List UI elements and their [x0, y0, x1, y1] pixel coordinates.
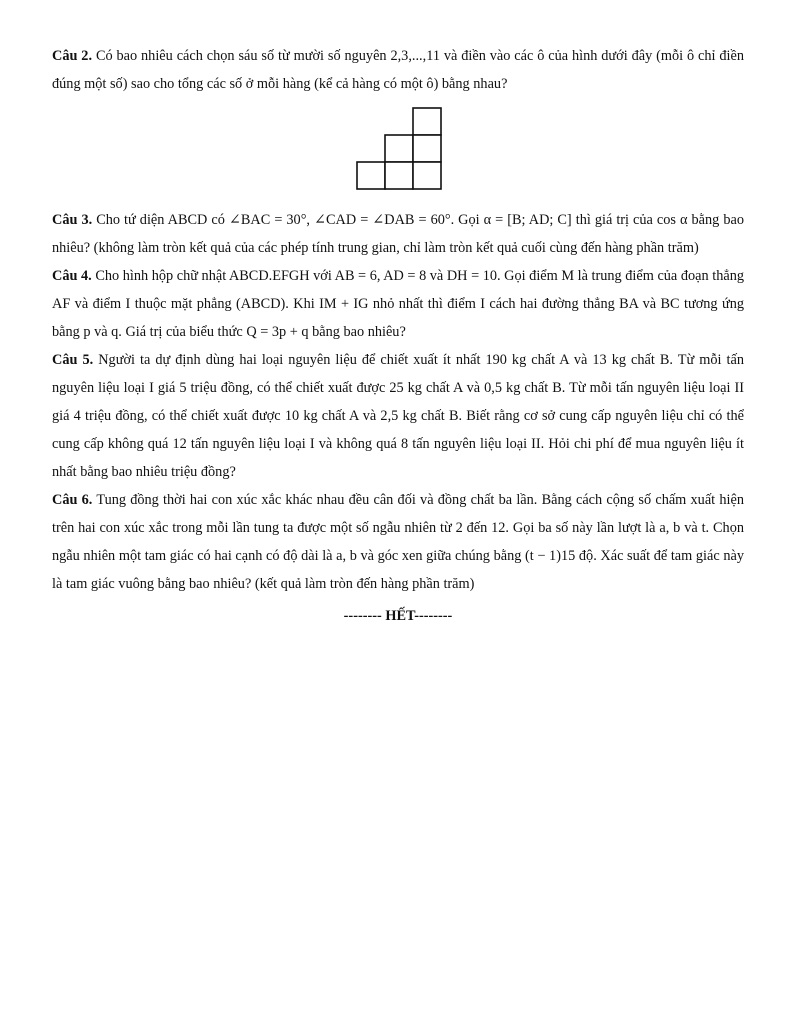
question-2 [52, 42, 744, 98]
question-3-text: Cho tứ diện ABCD có ∠BAC = 30°, ∠CAD = ∠DAB = 60°. Gọi α = [B; AD; C] thì giá trị của cos α bằng bao nhiêu? (không làm tròn kết quả của các phép tính trung gian, chỉ làm tròn kết quả cuối cùng đến hàng phần trăm) [52, 212, 744, 256]
end-marker: -------- HẾT-------- [343, 608, 453, 624]
question-2-text: Có bao nhiêu cách chọn sáu số từ mười số nguyên 2,3,...,11 và điền vào các ô của hình dưới đây (mỗi ô chỉ điền đúng một số) sao cho tổng các số ở mỗi hàng (kể cả hàng có một ô) bằng nhau? [52, 48, 744, 92]
staircase-grid [354, 106, 444, 190]
question-4-text: Cho hình hộp chữ nhật ABCD.EFGH với AB = 6, AD = 8 và DH = 10. Gọi điểm M là trung điểm của đoạn thẳng AF và điểm I thuộc mặt phẳng (ABCD). Khi IM + IG nhỏ nhất thì điểm I cách hai đường thẳng BA và BC tương ứng bằng p và q. Giá trị của biểu thức Q = 3p + q bằng bao nhiêu? [52, 268, 744, 340]
question-6-label: Câu 6. [52, 492, 93, 508]
grid-cell-row3-col3 [413, 162, 441, 189]
question-3-label: Câu 3. [52, 212, 93, 228]
grid-cell-row1-col3 [413, 108, 441, 135]
question-3 [52, 206, 744, 262]
question-5 [52, 346, 744, 486]
grid-cell-row3-col2 [385, 162, 413, 189]
document-content [52, 42, 744, 644]
question-2-label: Câu 2. [52, 48, 93, 64]
question-5-label: Câu 5. [52, 352, 94, 368]
grid-cell-row2-col2 [385, 135, 413, 162]
grid-cell-row2-col3 [413, 135, 441, 162]
question-4-label: Câu 4. [52, 268, 92, 284]
grid-cell-row3-col1 [357, 162, 385, 189]
question-6-text: Tung đồng thời hai con xúc xắc khác nhau đều cân đối và đồng chất ba lần. Bằng cách cộng số chấm xuất hiện trên hai con xúc xắc trong mỗi lần tung ta được một số ngẫu nhiên từ 2 đến 12. Gọi ba số này lần lượt là a, b và t. Chọn ngẫu nhiên một tam giác có hai cạnh có độ dài là a, b và góc xen giữa chúng bằng (t − 1)15 độ. Xác suất để tam giác này là tam giác vuông bằng bao nhiêu? (kết quả làm tròn đến hàng phần trăm) [52, 492, 744, 592]
question-6 [52, 486, 744, 598]
question-5-text: Người ta dự định dùng hai loại nguyên liệu để chiết xuất ít nhất 190 kg chất A và 13 kg chất B. Từ mỗi tấn nguyên liệu loại I giá 5 triệu đồng, có thể chiết xuất được 25 kg chất A và 0,5 kg chất B. Từ mỗi tấn nguyên liệu loại II giá 4 triệu đồng, có thể chiết xuất được 10 kg chất A và 2,5 kg chất B. Biết rằng cơ sở cung cấp nguyên liệu chỉ có thể cung cấp không quá 12 tấn nguyên liệu loại I và không quá 8 tấn nguyên liệu loại II. Hỏi chi phí để mua nguyên liệu ít nhất bằng bao nhiêu triệu đồng? [52, 352, 744, 480]
staircase-grid-figure [52, 106, 744, 202]
question-4 [52, 262, 744, 346]
